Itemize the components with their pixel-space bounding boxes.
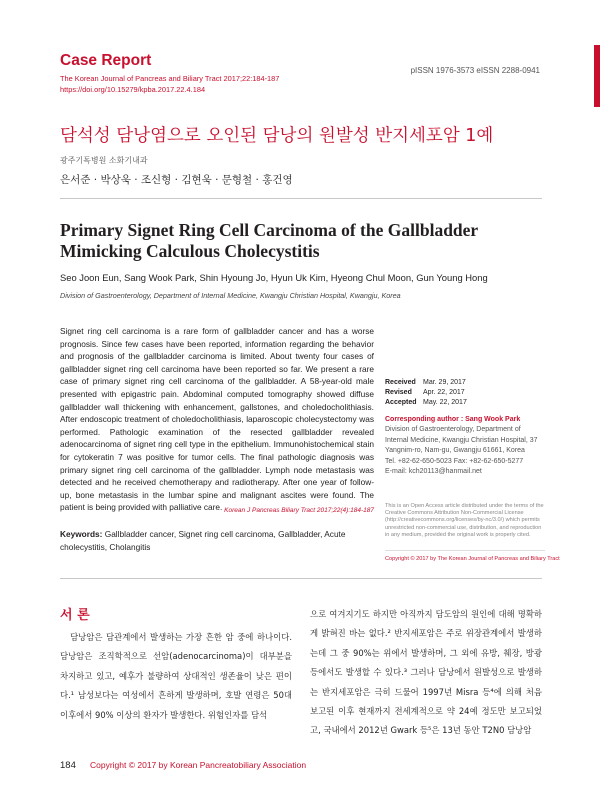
korean-authors: 은서준 · 박상욱 · 조신형 · 김현욱 · 문형철 · 홍건영 xyxy=(60,174,293,186)
side-copyright: Copyright © 2017 by The Korean Journal of Pancreas and Biliary Tract xyxy=(385,556,560,562)
date-accepted: Accepted May. 22, 2017 xyxy=(385,399,467,406)
article-type-label: Case Report xyxy=(60,52,152,69)
issn-text: pISSN 1976-3573 eISSN 2288-0941 xyxy=(410,66,540,75)
korean-title: 담석성 담낭염으로 오인된 담낭의 원발성 반지세포암 1예 xyxy=(60,126,494,146)
keywords-block xyxy=(60,528,374,553)
date-received: Received Mar. 29, 2017 xyxy=(385,379,466,386)
page-number: 184 xyxy=(60,760,76,771)
correspondence-email[interactable]: E-mail: kch20113@hanmail.net xyxy=(385,468,482,476)
correspondence-phone: Tel. +82-62-650-5023 Fax: +82-62-650-5277 xyxy=(385,457,524,465)
footer-copyright: Copyright © 2017 by Korean Pancreatobiliary Association xyxy=(90,760,307,770)
english-authors: Seo Joon Eun, Sang Wook Park, Shin Hyoung Jo, Hyun Uk Kim, Hyeong Chul Moon, Gun Young Hong xyxy=(60,272,488,283)
keywords-label: Keywords: xyxy=(60,529,103,539)
journal-reference: The Korean Journal of Pancreas and Biliary Tract 2017;22:184-187 xyxy=(60,74,280,83)
divider-body xyxy=(60,578,542,579)
citation-line: Korean J Pancreas Biliary Tract 2017;22(4):184-187 xyxy=(224,507,374,514)
english-title: Primary Signet Ring Cell Carcinoma of the Gallbladder Mimicking Calculous Cholecystitis xyxy=(60,220,478,261)
side-divider xyxy=(385,550,545,551)
date-revised: Revised Apr. 22, 2017 xyxy=(385,389,465,396)
keywords-text: Gallbladder cancer, Signet ring cell carcinoma, Gallbladder, Acute cholecystitis, Cholangitis xyxy=(60,529,346,552)
license-text: This is an Open Access article distributed under the terms of the Creative Commons Attribution Non-Commercial License (http://creativecommons.org/licenses/by-nc/3.0/) which permits unrestricted non-commercial use, distribution, and reproduction in any medium, provided the original work is properly cited. xyxy=(385,503,544,538)
intro-column-right: 으로 여겨지기도 하지만 아직까지 담도암의 원인에 대해 명확하게 밝혀진 바는 없다.² 반지세포암은 주로 위장관계에서 발생하는데 그 중 90%는 위에서 발생하며, 그 외에 유방, 췌장, 방광 등에서도 발생할 수 있다.³ 그러나 담낭에서 원발성으로 발생하는 반지세포암은 극히 드물어 1997년 Misra 등⁴에 의해 처음 보고된 이후 현재까지 전세계적으로 약 24예 정도만 보고되었고, 국내에서 2012년 Gwark 등⁵은 13년 동안 T2N0 담낭암 xyxy=(310,609,542,736)
korean-affiliation: 광주기독병원 소화기내과 xyxy=(60,156,148,165)
abstract-text: Signet ring cell carcinoma is a rare form of gallbladder cancer and has a worse prognosis. Since few cases have been reported, information regarding the behavior and prognosis of the gallbladder carcinoma is limited. About twenty four cases of gallbladder signet ring cell carcinoma have been reported so far. We present a rare case of primary signet ring cell carcinoma of the gallbladder. A 58-year-old male presented with epigastric pain. Abdominal computed tomography showed diffuse gallbladder wall thickening with enhancement, gallstones, and choledocholithiasis. After endoscopic treatment of choledocholithiasis, laparoscopic cholecystectomy was performed. Pathologic examination of the resected gallbladder revealed adenocarcinoma of signet ring cell type in the epithelium. Immunohistochemical stain for cytokeratin 7 was positive for tumor cells. The final pathologic diagnosis was primary signet ring cell carcinoma of the gallbladder. Lymph node metastasis was detected and he received chemotherapy and radiotherapy. After one year of follow-up, bone metastasis in the lumbar spine and malignant ascites were found. The patient is being provided with palliative care. xyxy=(60,326,374,513)
divider-top xyxy=(60,198,542,199)
correspondence-address: Division of Gastroenterology, Department of Internal Medicine, Kwangju Christian Hospital, 37 Yangnim-ro, Nam-gu, Gwangju 61661, Korea xyxy=(385,426,538,455)
english-affiliation: Division of Gastroenterology, Department of Internal Medicine, Kwangju Christian Hospital, Kwangju, Korea xyxy=(60,291,401,300)
correspondence-block xyxy=(385,415,545,477)
dates-block xyxy=(385,378,467,408)
doi-link[interactable]: https://doi.org/10.15279/kpba.2017.22.4.184 xyxy=(60,85,206,94)
intro-heading: 서 론 xyxy=(60,608,90,623)
correspondence-head: Corresponding author : Sang Wook Park xyxy=(385,416,521,423)
intro-column-left: 담낭암은 담관계에서 발생하는 가장 흔한 암 중에 하나이다. 담낭암은 조직학적으로 선암(adenocarcinoma)이 대부분을 차지하고 있고, 예후가 불량하여 상대적인 생존율이 낮은 편이다.¹ 남성보다는 여성에서 흔하게 발생하며, 호발 연령은 50대 이후에서 90% 이상의 환자가 발생한다. 위험인자를 담석 xyxy=(60,632,292,720)
side-tab-marker xyxy=(594,45,600,107)
